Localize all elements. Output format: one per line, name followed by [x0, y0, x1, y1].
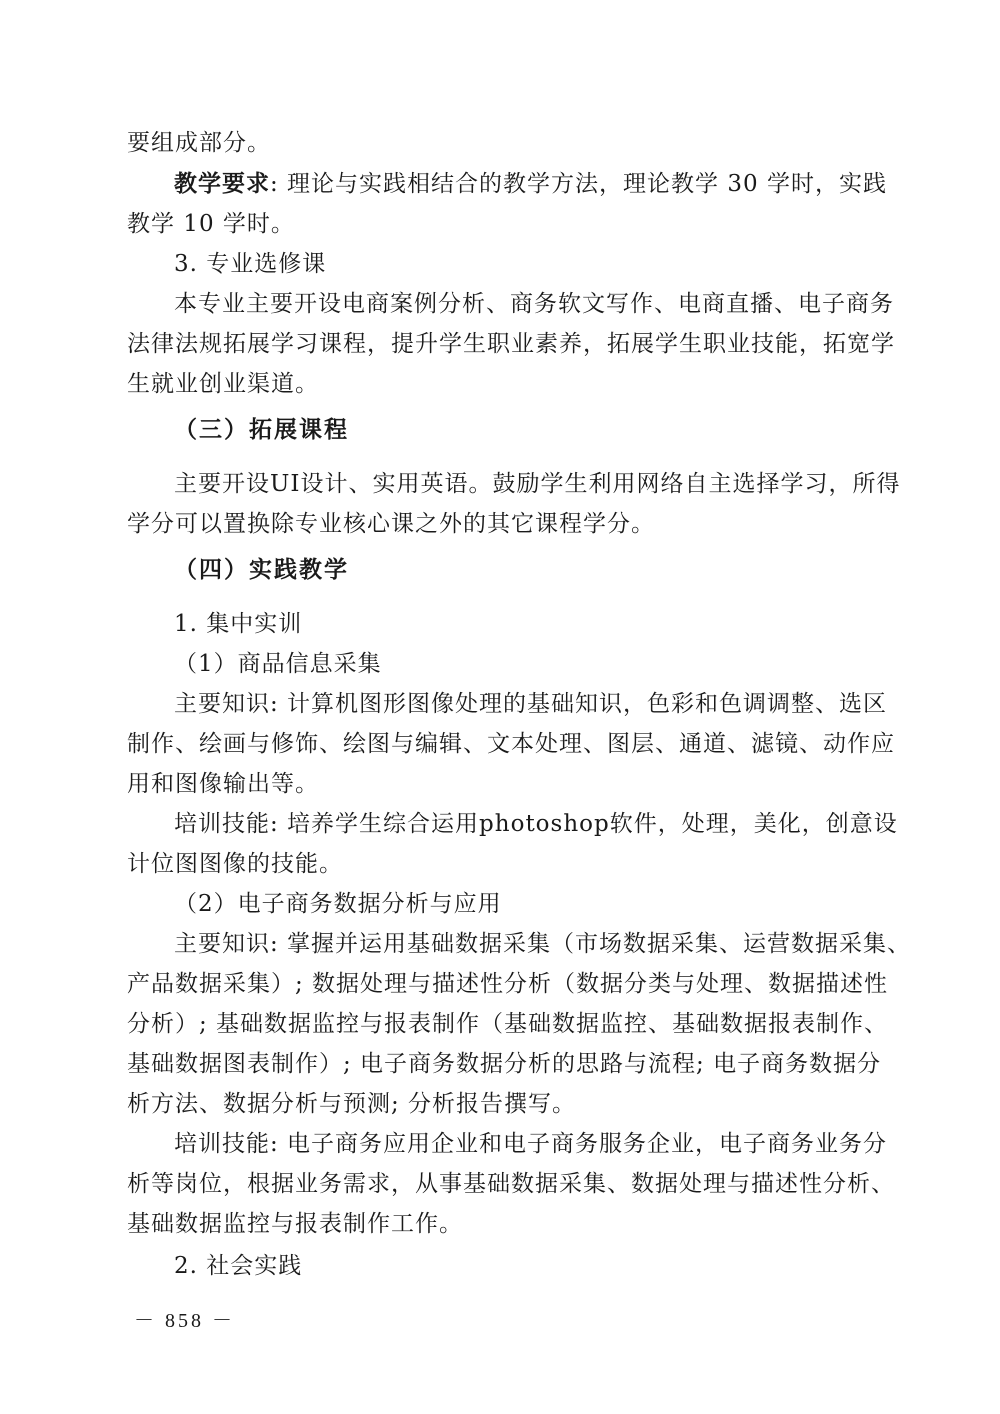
- paragraph-line: 析等岗位，根据业务需求，从事基础数据采集、数据处理与描述性分析、: [127, 1171, 895, 1197]
- section-subtitle: 2. 社会实践: [174, 1253, 303, 1279]
- paragraph-line: 主要开设UI设计、实用英语。鼓励学生利用网络自主选择学习，所得: [174, 471, 901, 497]
- paragraph-line: 培训技能: 培养学生综合运用photoshop软件，处理，美化，创意设: [174, 811, 898, 837]
- section-subtitle: （2）电子商务数据分析与应用: [174, 891, 502, 917]
- paragraph-line: 基础数据图表制作）; 电子商务数据分析的思路与流程; 电子商务数据分: [127, 1051, 882, 1077]
- paragraph-line: 生就业创业渠道。: [127, 371, 319, 397]
- paragraph-line: 学分可以置换除专业核心课之外的其它课程学分。: [127, 511, 655, 537]
- paragraph-line: [174, 168, 887, 200]
- paragraph-line: 教学 10 学时。: [127, 211, 295, 237]
- teaching-requirement-text: : 理论与实践相结合的教学方法，理论教学 30 学时，实践: [270, 171, 887, 197]
- paragraph-line: 用和图像输出等。: [127, 771, 319, 797]
- teaching-requirement-label: 教学要求: [174, 170, 270, 197]
- paragraph-line: 制作、绘画与修饰、绘图与编辑、文本处理、图层、通道、滤镜、动作应: [127, 731, 895, 757]
- paragraph-line: 要组成部分。: [127, 130, 271, 156]
- section-subtitle: 3. 专业选修课: [174, 251, 327, 277]
- section-heading: （三）拓展课程: [174, 417, 349, 443]
- paragraph-line: 分析）; 基础数据监控与报表制作（基础数据监控、基础数据报表制作、: [127, 1011, 889, 1037]
- paragraph-line: 培训技能: 电子商务应用企业和电子商务服务企业，电子商务业务分: [174, 1131, 888, 1157]
- paragraph-line: 计位图图像的技能。: [127, 851, 343, 877]
- paragraph-line: 主要知识: 掌握并运用基础数据采集（市场数据采集、运营数据采集、: [174, 931, 912, 957]
- section-subtitle: 1. 集中实训: [174, 611, 303, 637]
- paragraph-line: 产品数据采集）; 数据处理与描述性分析（数据分类与处理、数据描述性: [127, 971, 889, 997]
- paragraph-line: 基础数据监控与报表制作工作。: [127, 1211, 463, 1237]
- paragraph-line: 法律法规拓展学习课程，提升学生职业素养，拓展学生职业技能，拓宽学: [127, 331, 895, 357]
- section-heading: （四）实践教学: [174, 557, 349, 583]
- paragraph-line: 主要知识: 计算机图形图像处理的基础知识，色彩和色调调整、选区: [174, 691, 888, 717]
- page-number: － 858 －: [134, 1310, 235, 1332]
- paragraph-line: 析方法、数据分析与预测; 分析报告撰写。: [127, 1091, 577, 1117]
- section-subtitle: （1）商品信息采集: [174, 651, 382, 677]
- paragraph-line: 本专业主要开设电商案例分析、商务软文写作、电商直播、电子商务: [174, 291, 894, 317]
